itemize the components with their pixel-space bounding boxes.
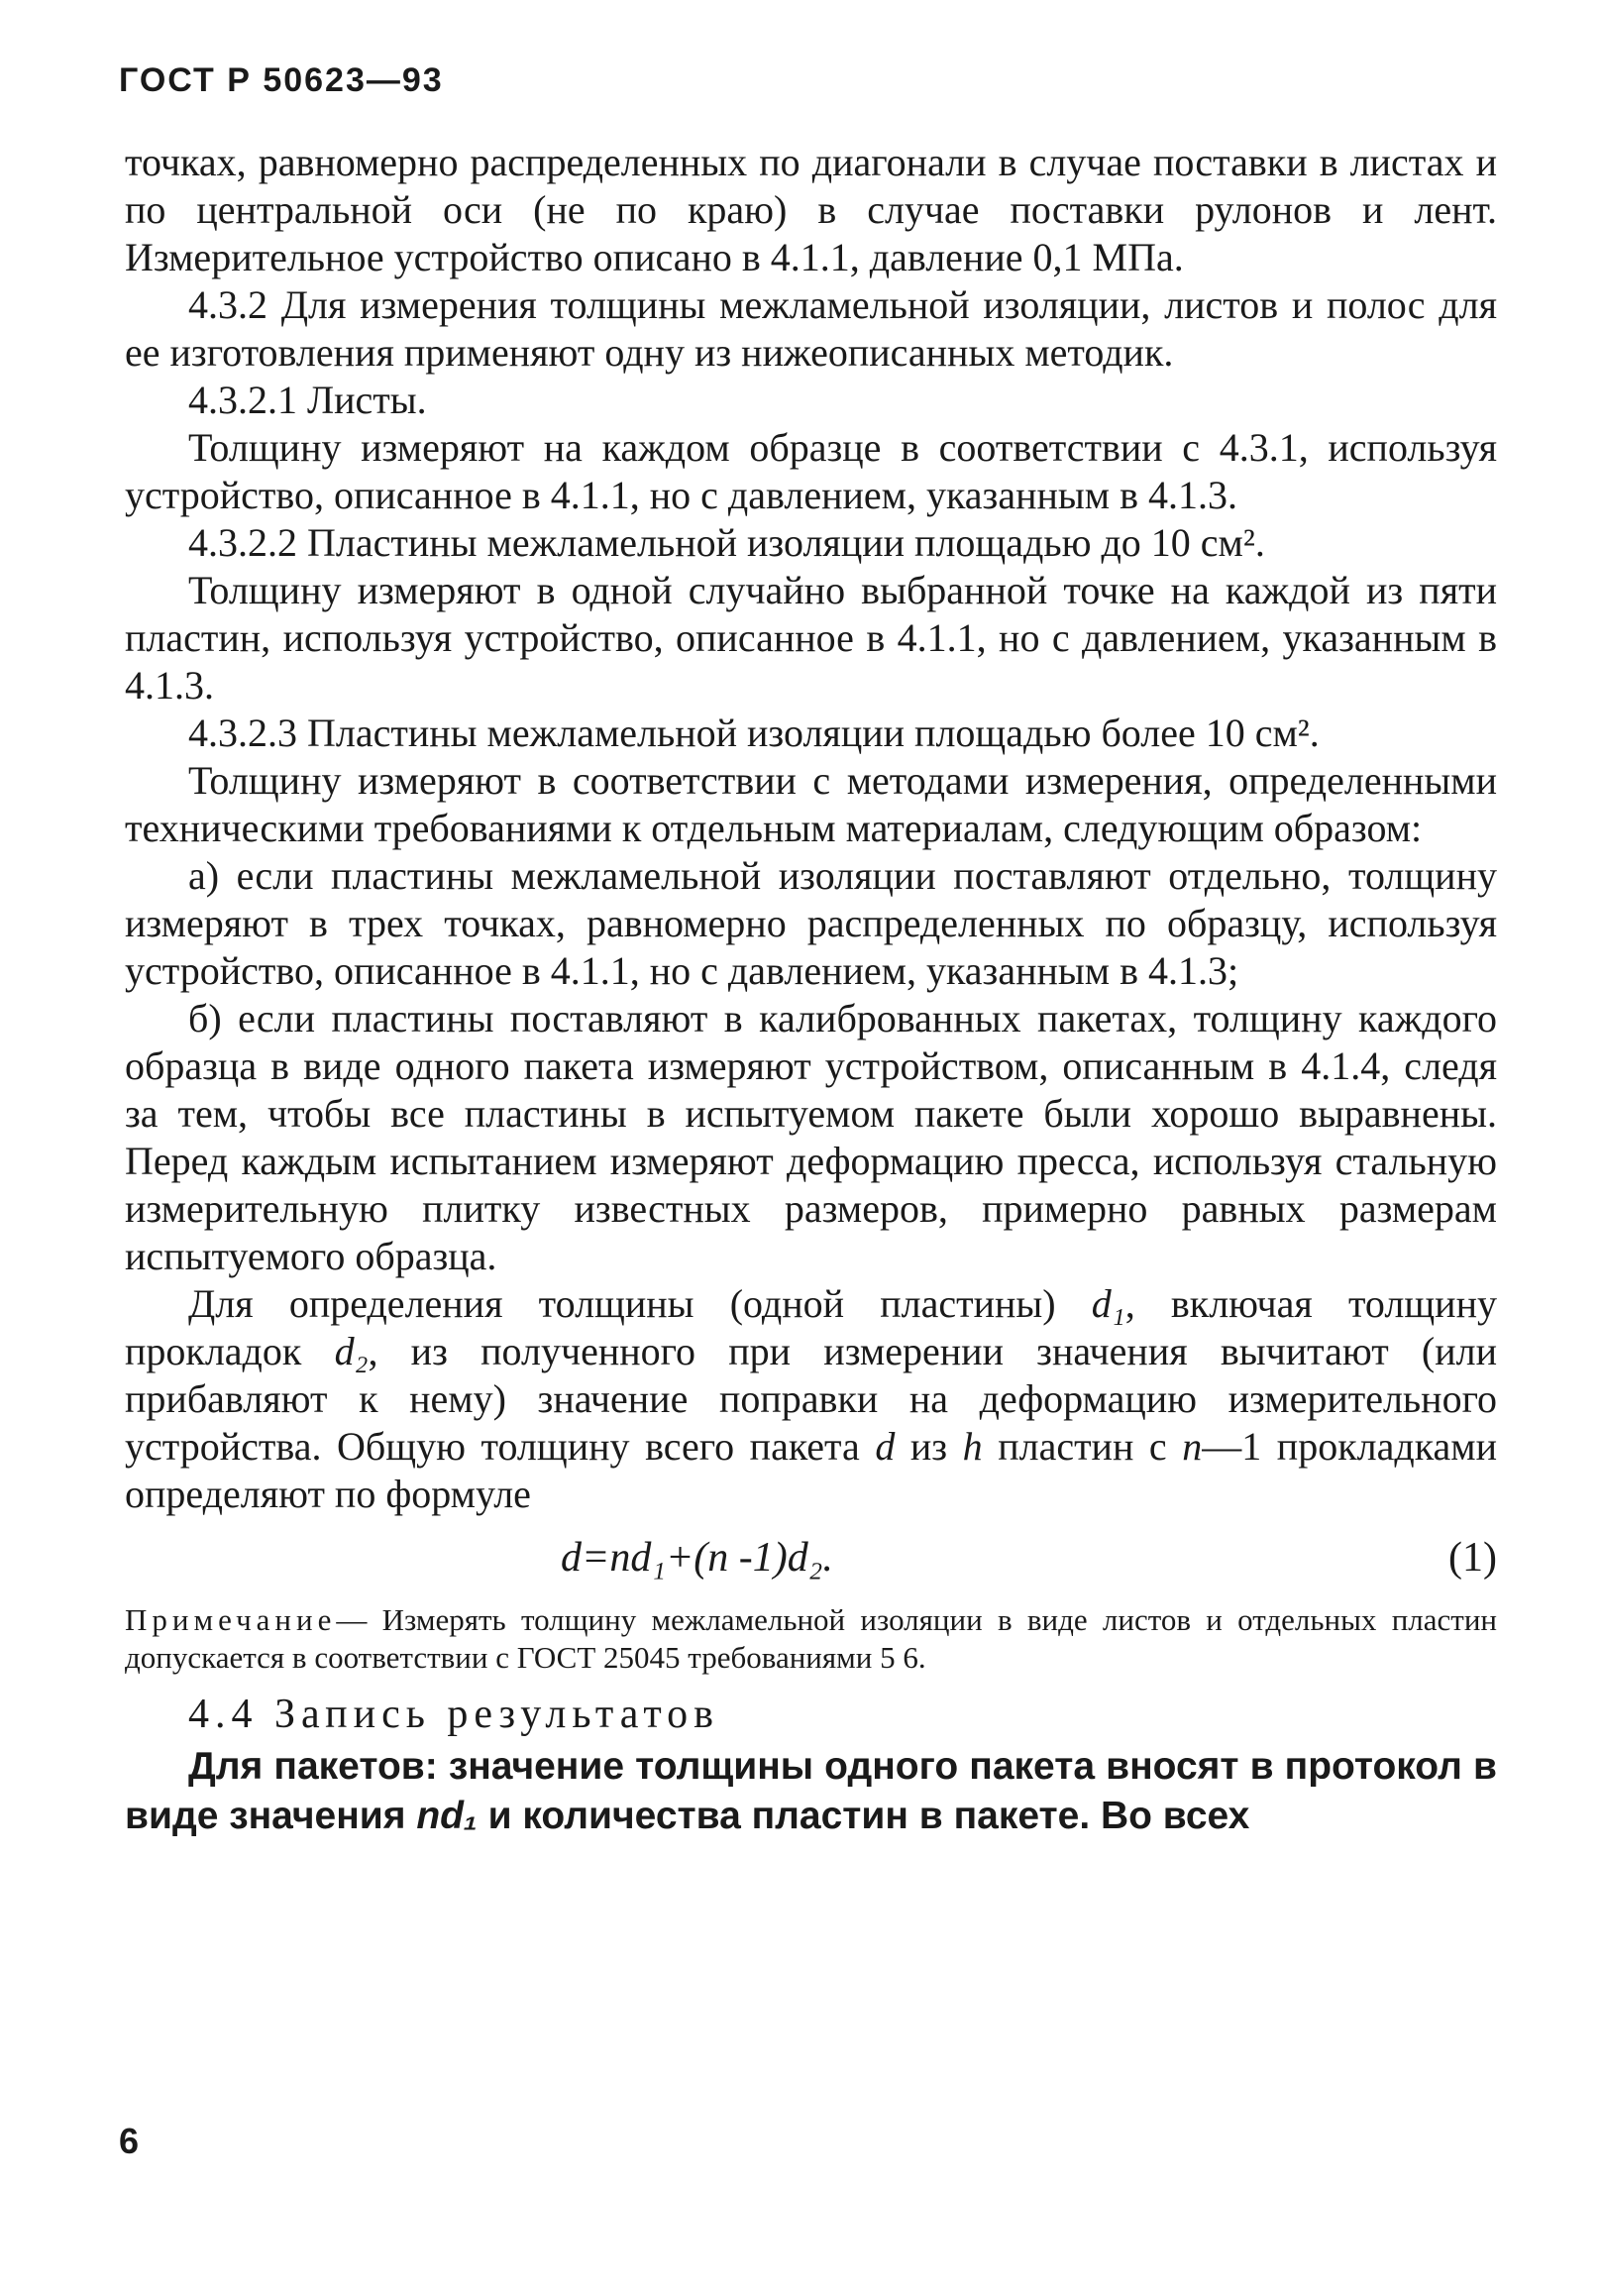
text-run: и количества пластин в пакете. Во всех xyxy=(477,1795,1250,1837)
paragraph-large-plates-method: Толщину измеряют в соответствии с методами измерения, определенными техническими требованиями к отдельным материалам, следующим образом: xyxy=(125,758,1497,850)
paragraph-small-plates-method: Толщину измеряют в одной случайно выбранной точке на каждой из пяти пластин, используя устройство, описанное в 4.1.1, но с давлением, указанным в 4.1.3. xyxy=(125,568,1497,708)
formula-1 xyxy=(125,1526,1497,1595)
text-run: , из полученного при измерении значения вычитают (или прибавляют к нему) значение поправки на деформацию измерительного устройства. Общую толщину всего пакета xyxy=(125,1329,1497,1469)
formula-expression: d=nd₁+(n -1)d₂. xyxy=(561,1535,833,1581)
paragraph-4-3-2-2: 4.3.2.2 Пластины межламельной изоляции площадью до 10 см². xyxy=(188,520,1265,565)
note xyxy=(125,1601,1497,1677)
text-run: Для определения толщины (одной пластины) xyxy=(188,1281,1092,1326)
paragraph-4-3-2-3: 4.3.2.3 Пластины межламельной изоляции площадью более 10 см². xyxy=(188,711,1320,755)
paragraph-results-record xyxy=(125,1742,1497,1841)
page-number: 6 xyxy=(119,2121,140,2161)
text-run: из xyxy=(895,1424,963,1469)
variable-d2: d₂ xyxy=(334,1329,369,1373)
paragraph-thickness-determination xyxy=(125,1280,1497,1518)
variable-d1: d₁ xyxy=(1091,1281,1125,1326)
note-text: — Измерять толщину межламельной изоляции в виде листов и отдельных пластин допускается в соответствии с ГОСТ 25045 требованиями 5 6. xyxy=(125,1602,1497,1675)
text-run: пластин с xyxy=(982,1424,1183,1469)
standard-header: ГОСТ Р 50623—93 xyxy=(119,61,444,99)
paragraph-item-a: а) если пластины межламельной изоляции поставляют отдельно, толщину измеряют в трех точках, равномерно распределенных по образцу, используя устройство, описанное в 4.1.1, но с давлением, указанным в 4.1.3; xyxy=(125,853,1497,993)
variable-h: h xyxy=(962,1424,983,1469)
paragraph-item-b: б) если пластины поставляют в калиброванных пакетах, толщину каждого образца в виде одного пакета измеряют устройством, описанным в 4.1.4, следя за тем, чтобы все пластины в испытуемом пакете были хорошо выравнены. Перед каждым испытанием измеряют деформацию пресса, используя стальную измерительную плитку известных размеров, примерно равных размерам испытуемого образца. xyxy=(125,996,1497,1278)
text-run: , включая толщину прокладок xyxy=(125,1281,1497,1373)
note-label: Примечание xyxy=(125,1602,337,1637)
paragraph-4-3-2: 4.3.2 Для измерения толщины межламельной изоляции, листов и полос для ее изготовления применяют одну из нижеописанных методик. xyxy=(125,282,1497,375)
text-run: —1 прокладками определяют по формуле xyxy=(125,1424,1497,1516)
paragraph-sheets-method: Толщину измеряют на каждом образце в соответствии с 4.3.1, используя устройство, описанное в 4.1.1, но с давлением, указанным в 4.1.3. xyxy=(125,425,1497,517)
variable-nd1: nd₁ xyxy=(416,1795,478,1837)
section-heading-4-4: 4.4 Запись результатов xyxy=(188,1692,719,1737)
variable-d: d xyxy=(875,1424,896,1469)
paragraph-4-3-2-1: 4.3.2.1 Листы. xyxy=(188,378,427,422)
variable-n: n xyxy=(1182,1424,1203,1469)
formula-number: (1) xyxy=(1448,1535,1497,1581)
body-text xyxy=(125,139,1497,1841)
text-run: Для пакетов: значение толщины одного пакета вносят в протокол в виде значения xyxy=(125,1745,1497,1837)
paragraph-continuation: точках, равномерно распределенных по диагонали в случае поставки в листах и по центральной оси (не по краю) в случае поставки рулонов и лент. Измерительное устройство описано в 4.1.1, давление 0,1 МПа. xyxy=(125,140,1497,279)
